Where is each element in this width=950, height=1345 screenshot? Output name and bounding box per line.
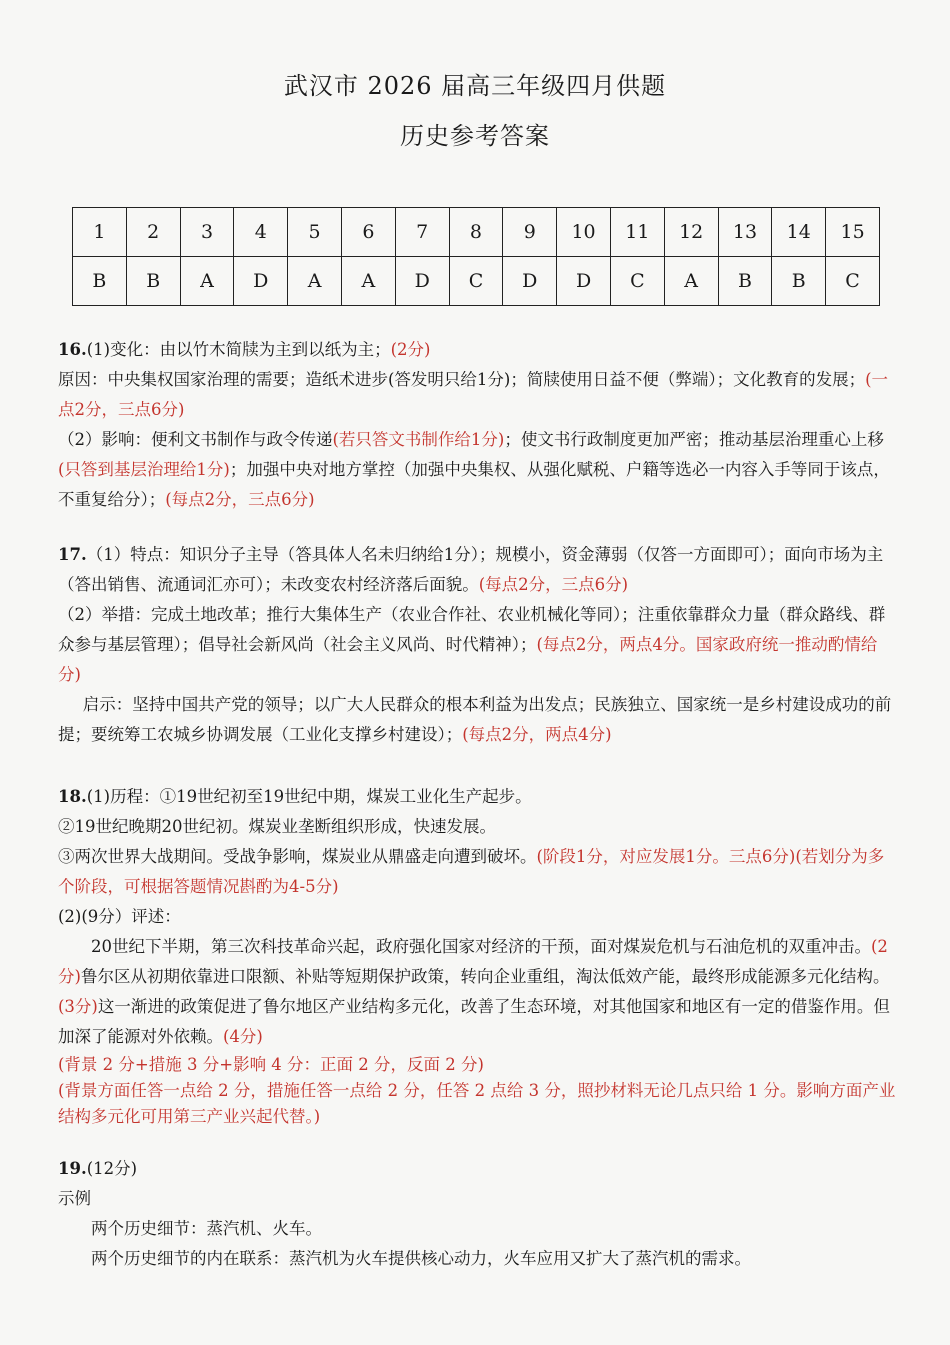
q16-number: 16. [58, 340, 87, 359]
question-number-cell: 7 [395, 208, 449, 257]
question-18 [58, 782, 898, 1130]
q18-stage1: (1)历程：①19世纪初至19世纪中期，煤炭工业化生产起步。 [86, 787, 532, 806]
q16-impact-a: （2）影响：便利文书制作与政令传递 [58, 430, 333, 449]
q17-measures-score: (每点2分，两点4分。国家政府统一推动酌情给分) [58, 635, 878, 684]
q19-details: 两个历史细节：蒸汽机、火车。 [91, 1219, 322, 1238]
answer-cell: B [126, 257, 180, 306]
answer-cell: B [718, 257, 772, 306]
question-number-cell: 3 [180, 208, 234, 257]
q18-review-b: 鲁尔区从初期依靠进口限额、补贴等短期保护政策，转向企业重组，淘汰低效产能，最终形成能源多元化结构。 [80, 967, 890, 986]
q17-measures: （2）举措：完成土地改革；推行大集体生产（农业合作社、农业机械化等同）；注重依靠群众力量（群众路线、群众参与基层管理）；倡导社会新风尚（社会主义风尚、时代精神）； [58, 605, 886, 654]
q18-review-a-score: (2分) [58, 937, 888, 986]
q17-features: （1）特点：知识分子主导（答具体人名未归纳给1分）；规模小，资金薄弱（仅答一方面即可）；面向市场为主（答出销售、流通词汇亦可）；未改变农村经济落后面貌。 [58, 545, 884, 594]
answer-cell: B [772, 257, 826, 306]
q18-scoring-detail: (背景方面任答一点给 2 分，措施任答一点给 2 分，任答 2 点给 3 分，照抄材料无论几点只给 1 分。影响方面产业结构多元化可用第三产业兴起代替。) [58, 1081, 896, 1126]
question-number-cell: 5 [288, 208, 342, 257]
q16-part1-score: (2分) [390, 340, 431, 359]
q16-reasons-score: (一点2分，三点6分) [58, 370, 889, 419]
answer-cell: A [341, 257, 395, 306]
answer-row [73, 257, 880, 306]
answer-cell: C [826, 257, 880, 306]
question-number-cell: 10 [557, 208, 611, 257]
answer-cell: A [180, 257, 234, 306]
q18-review-a: 20世纪下半期，第三次科技革命兴起，政府强化国家对经济的干预，面对煤炭危机与石油危机的双重冲击。 [91, 937, 871, 956]
q16-impact-a-note: (若只答文书制作给1分) [332, 430, 505, 449]
q19-relation: 两个历史细节的内在联系：蒸汽机为火车提供核心动力，火车应用又扩大了蒸汽机的需求。 [91, 1249, 751, 1268]
answer-cell: D [395, 257, 449, 306]
q19-score: (12分) [86, 1159, 138, 1178]
answer-cell: C [610, 257, 664, 306]
question-17 [58, 540, 898, 750]
q18-number: 18. [58, 787, 87, 806]
q17-insight-score: (每点2分，两点4分) [462, 725, 612, 744]
answer-cell: A [664, 257, 718, 306]
answer-cell: D [234, 257, 288, 306]
question-number-cell: 8 [449, 208, 503, 257]
question-number-cell: 4 [234, 208, 288, 257]
page-subtitle: 历史参考答案 [400, 122, 550, 150]
answer-cell: D [503, 257, 557, 306]
q16-reasons: 原因：中央集权国家治理的需要；造纸术进步(答发明只给1分)；简牍使用日益不便（弊端）；文化教育的发展； [58, 370, 866, 389]
q19-number: 19. [58, 1159, 87, 1178]
question-number-cell: 2 [126, 208, 180, 257]
q16-part1: (1)变化：由以竹木简牍为主到以纸为主； [86, 340, 391, 359]
q18-stage3: ③两次世界大战期间。受战争影响，煤炭业从鼎盛走向遭到破坏。 [58, 847, 537, 866]
answer-cell: A [288, 257, 342, 306]
page-title: 武汉市 2026 届高三年级四月供题 [283, 72, 667, 100]
q18-review-c: 这一渐进的政策促进了鲁尔地区产业结构多元化，改善了生态环境，对其他国家和地区有一定的借鉴作用。但加深了能源对外依赖。 [58, 997, 890, 1046]
answer-cell: C [449, 257, 503, 306]
q17-insight: 启示：坚持中国共产党的领导；以广大人民群众的根本利益为出发点；民族独立、国家统一是乡村建设成功的前提；要统筹工农城乡协调发展（工业化支撑乡村建设）； [58, 695, 892, 744]
question-number-cell: 1 [73, 208, 127, 257]
q18-part2-heading: (2)(9分）评述： [58, 907, 181, 926]
q16-impact-b-note: (只答到基层治理给1分) [58, 460, 230, 479]
q18-review-b-score: (3分) [58, 997, 98, 1016]
q17-number: 17. [58, 545, 87, 564]
q17-features-score: (每点2分，三点6分) [478, 575, 629, 594]
question-number-row [73, 208, 880, 257]
question-number-cell: 14 [772, 208, 826, 257]
q18-stage2: ②19世纪晚期20世纪初。煤炭业垄断组织形成，快速发展。 [58, 817, 496, 836]
question-number-cell: 13 [718, 208, 772, 257]
q18-stage3-score: (阶段1分，对应发展1分。三点6分)(若划分为多个阶段，可根据答题情况斟酌为4-5分) [58, 847, 885, 896]
question-number-cell: 9 [503, 208, 557, 257]
question-19 [58, 1154, 898, 1274]
q16-impact-c: ；加强中央对地方掌控（加强中央集权、从强化赋税、户籍等选必一内容入手等同于该点，不重复给分）； [58, 460, 890, 509]
question-16 [58, 335, 898, 515]
question-number-cell: 15 [826, 208, 880, 257]
q18-scoring-summary: (背景 2 分+措施 3 分+影响 4 分：正面 2 分，反面 2 分) [58, 1055, 484, 1074]
q16-impact-score: (每点2分，三点6分) [165, 490, 315, 509]
question-number-cell: 12 [664, 208, 718, 257]
question-number-cell: 11 [610, 208, 664, 257]
q16-impact-b: ；使文书行政制度更加严密；推动基层治理重心上移 [504, 430, 884, 449]
q19-example-label: 示例 [58, 1189, 91, 1208]
answer-cell: B [73, 257, 127, 306]
question-number-cell: 6 [341, 208, 395, 257]
answer-cell: D [557, 257, 611, 306]
answer-table [72, 207, 880, 306]
q18-review-c-score: (4分) [223, 1027, 263, 1046]
